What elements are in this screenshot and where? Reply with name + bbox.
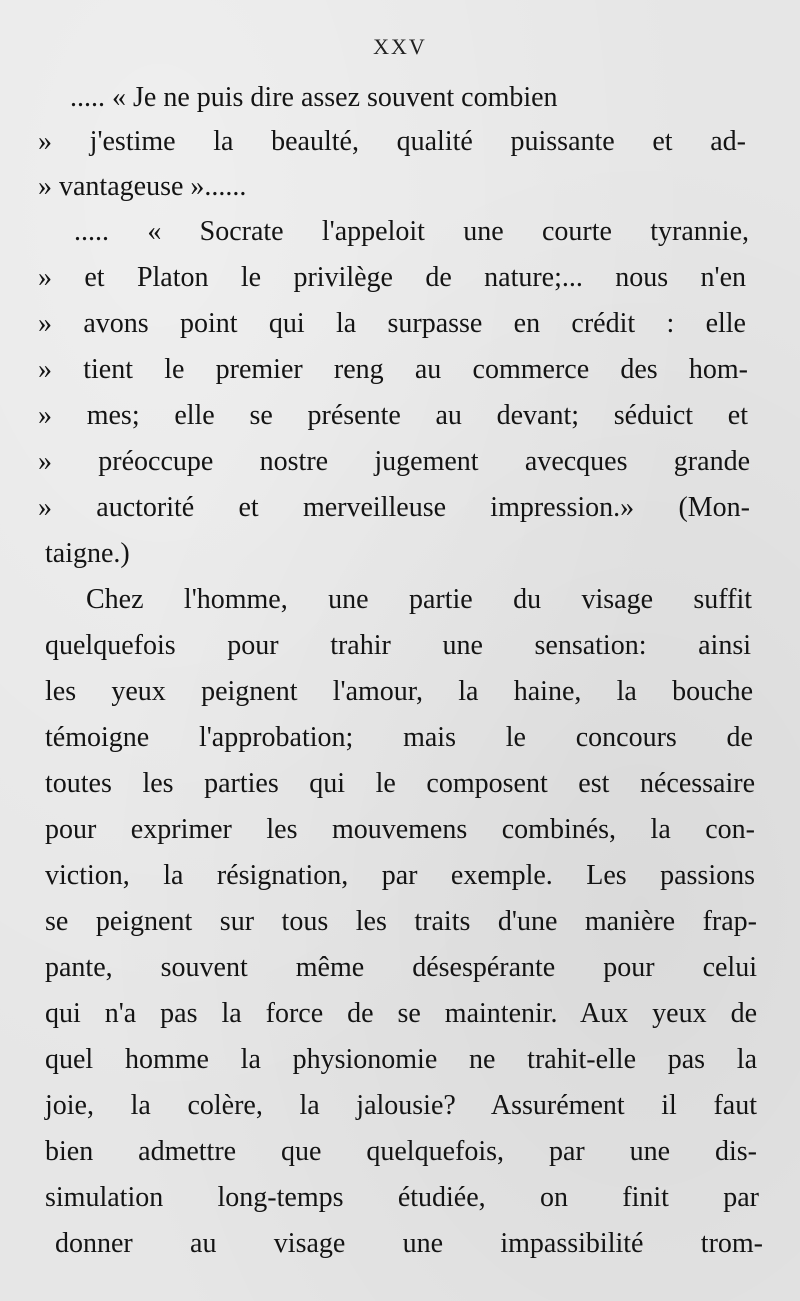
text-line: » tient le premier reng au commerce des hom-	[38, 354, 748, 385]
text-line: quel homme la physionomie ne trahit-elle pas la	[45, 1044, 757, 1075]
text-line: témoigne l'approbation; mais le concours de	[45, 722, 753, 753]
text-line: » avons point qui la surpasse en crédit : elle	[38, 308, 746, 339]
text-line: se peignent sur tous les traits d'une manière frap-	[45, 906, 757, 937]
text-line: » auctorité et merveilleuse impression.» (Mon-	[38, 492, 750, 523]
text-line: » préoccupe nostre jugement avecques grande	[38, 446, 750, 477]
text-line: ..... « Socrate l'appeloit une courte tyrannie,	[74, 216, 749, 247]
text-line: les yeux peignent l'amour, la haine, la bouche	[45, 676, 753, 707]
text-line: donner au visage une impassibilité trom-	[55, 1228, 763, 1259]
page-number-header: XXV	[373, 34, 427, 59]
text-line: taigne.)	[45, 538, 130, 569]
text-line: ..... « Je ne puis dire assez souvent combien	[70, 82, 558, 113]
text-line: pante, souvent même désespérante pour celui	[45, 952, 757, 983]
text-line: » et Platon le privilège de nature;... nous n'en	[38, 262, 746, 293]
text-line: Chez l'homme, une partie du visage suffit	[86, 584, 752, 615]
text-line: pour exprimer les mouvemens combinés, la con-	[45, 814, 755, 845]
text-line: » j'estime la beaulté, qualité puissante et ad-	[38, 126, 746, 157]
text-line: » mes; elle se présente au devant; séduict et	[38, 400, 748, 431]
text-line: quelquefois pour trahir une sensation: ainsi	[45, 630, 751, 661]
text-line: bien admettre que quelquefois, par une dis-	[45, 1136, 757, 1167]
text-line: simulation long-temps étudiée, on finit par	[45, 1182, 759, 1213]
text-line: viction, la résignation, par exemple. Les passions	[45, 860, 755, 891]
text-line: » vantageuse »......	[38, 171, 247, 202]
text-line: toutes les parties qui le composent est nécessaire	[45, 768, 755, 799]
text-line: joie, la colère, la jalousie? Assurément il faut	[45, 1090, 757, 1121]
text-line: qui n'a pas la force de se maintenir. Aux yeux de	[45, 998, 757, 1029]
